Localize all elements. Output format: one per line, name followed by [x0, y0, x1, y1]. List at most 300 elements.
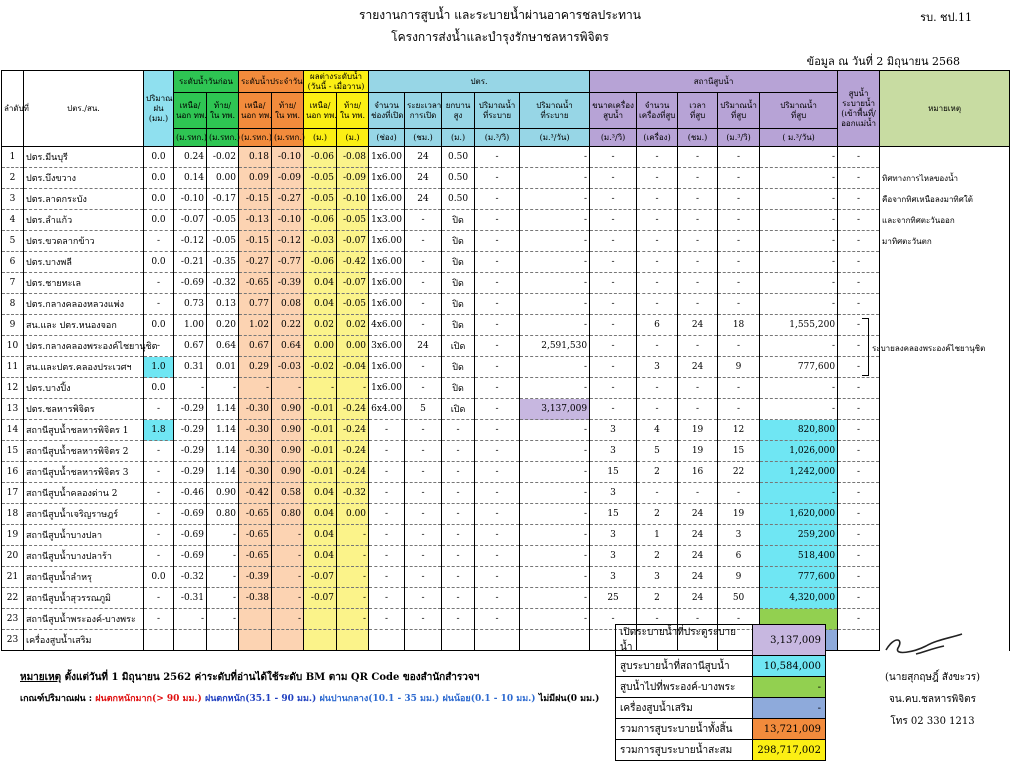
cell-vol: -	[520, 378, 590, 399]
cell-gates: -	[369, 546, 405, 567]
cell-wl-up	[174, 630, 207, 651]
summary-row	[616, 677, 826, 698]
summary-label: สูบน้ำไปที่พระองค์-บางพระ	[616, 677, 753, 698]
cell-hrs: -	[405, 567, 442, 588]
cell-flow: -	[475, 315, 520, 336]
cell-flow: -	[475, 483, 520, 504]
cell-hrs: -	[405, 609, 442, 630]
cell-wl-dn: 0.64	[207, 336, 239, 357]
cell-wl-up: -0.29	[174, 420, 207, 441]
cell-dr	[838, 630, 880, 651]
cell-ptime: 24	[678, 588, 718, 609]
cell-ptime: 24	[678, 546, 718, 567]
cell-gates: 6x4.00	[369, 399, 405, 420]
cell-psize: -	[590, 315, 637, 336]
cell-ptime: 19	[678, 441, 718, 462]
cell-psize: -	[590, 336, 637, 357]
cell-open: ปิด	[442, 231, 475, 252]
summary-label: เครื่องสูบน้ำเสริม	[616, 698, 753, 719]
cell-gates: 1x6.00	[369, 294, 405, 315]
unit-up-diff: (ม.)	[304, 129, 337, 147]
cell-wl-dn: 1.14	[207, 441, 239, 462]
summary-row	[616, 719, 826, 740]
cell-open: 0.50	[442, 189, 475, 210]
cell-gates: 1x6.00	[369, 189, 405, 210]
cell-d-dn: -0.03	[272, 357, 304, 378]
cell-wl-up: 0.73	[174, 294, 207, 315]
cell-no: 21	[2, 567, 24, 588]
cell-dr: -	[838, 525, 880, 546]
cell-pvol: -	[760, 483, 838, 504]
cell-wl-up: 0.14	[174, 168, 207, 189]
cell-df-dn: 0.00	[337, 336, 369, 357]
cell-note	[880, 588, 1010, 609]
form-code: รบ. ชป.11	[920, 11, 972, 24]
signer-phone: โทร 02 330 1213	[890, 716, 975, 727]
cell-flow: -	[475, 525, 520, 546]
cell-df-up: -0.01	[304, 462, 337, 483]
cell-hrs: -	[405, 588, 442, 609]
cell-gates: 1x6.00	[369, 147, 405, 168]
cell-dr: -	[838, 420, 880, 441]
signer-name: (นายสุกฤษฎิ์ สังขะวร)	[885, 672, 980, 683]
cell-df-dn: -0.07	[337, 273, 369, 294]
cell-df-dn: 0.00	[337, 504, 369, 525]
signature-image	[880, 628, 970, 664]
cell-flow: -	[475, 504, 520, 525]
cell-hrs: -	[405, 504, 442, 525]
cell-rain: -	[144, 273, 174, 294]
cell-hrs: -	[405, 231, 442, 252]
cell-name: สถานีสูบน้ำบางปลา	[24, 525, 144, 546]
cell-df-up: -0.01	[304, 399, 337, 420]
cell-psize: 3	[590, 420, 637, 441]
cell-pvol: -	[760, 189, 838, 210]
cell-pvol: -	[760, 399, 838, 420]
cell-d-dn: -	[272, 567, 304, 588]
summary-table	[615, 624, 826, 761]
signer-position: จน.คบ.ชลหารพิจิตร	[889, 694, 976, 705]
table-row	[2, 315, 1010, 336]
cell-no: 16	[2, 462, 24, 483]
cell-gates: 1x6.00	[369, 231, 405, 252]
cell-open: ปิด	[442, 273, 475, 294]
cell-gates: 1x6.00	[369, 168, 405, 189]
cell-note	[880, 483, 1010, 504]
cell-rain: 0.0	[144, 147, 174, 168]
cell-dr: -	[838, 441, 880, 462]
cell-hrs: 24	[405, 189, 442, 210]
table-row	[2, 546, 1010, 567]
cell-vol: -	[520, 609, 590, 630]
cell-no: 17	[2, 483, 24, 504]
col-regulator: ปตร.	[369, 71, 590, 93]
cell-pvol: -	[760, 378, 838, 399]
sub-dn-daily: ท้าย/ ใน ทพ.	[272, 93, 304, 129]
cell-flow: -	[475, 273, 520, 294]
cell-hrs: 5	[405, 399, 442, 420]
rain-heavy: ฝนตกหนักมาก(> 90 มม.)	[95, 694, 202, 704]
cell-gates: 1x6.00	[369, 378, 405, 399]
remark-text: ตั้งแต่วันที่ 1 มิถุนายน 2562 ค่าระดับที่อ่านได้ใช้ระดับ BM ตาม QR Code ของสำนักสำรวจฯ	[64, 672, 480, 683]
cell-ptime: -	[678, 273, 718, 294]
cell-no: 9	[2, 315, 24, 336]
cell-wl-up: -0.29	[174, 462, 207, 483]
table-row	[2, 357, 1010, 378]
cell-wl-dn: 0.80	[207, 504, 239, 525]
cell-wl-up: -0.29	[174, 399, 207, 420]
cell-rain: -	[144, 294, 174, 315]
cell-df-dn: -0.42	[337, 252, 369, 273]
water-report-table	[1, 70, 1010, 651]
cell-pnum: -	[637, 168, 678, 189]
cell-note	[880, 399, 1010, 420]
cell-hrs: -	[405, 441, 442, 462]
summary-label: รวมการสูบระบายน้ำสะสม	[616, 740, 753, 761]
cell-ptime: 24	[678, 567, 718, 588]
cell-gates: -	[369, 483, 405, 504]
cell-d-dn: 0.90	[272, 420, 304, 441]
cell-d-up: -0.65	[239, 273, 272, 294]
cell-wl-up: -0.12	[174, 231, 207, 252]
cell-wl-dn	[207, 630, 239, 651]
cell-vol	[520, 630, 590, 651]
table-row	[2, 609, 1010, 630]
cell-no: 14	[2, 420, 24, 441]
cell-hrs: -	[405, 252, 442, 273]
cell-flow: -	[475, 588, 520, 609]
cell-hrs: -	[405, 378, 442, 399]
cell-pnum: 2	[637, 588, 678, 609]
sub-pump-size: ขนาดเครื่อง สูบน้ำ	[590, 93, 637, 129]
table-row	[2, 294, 1010, 315]
cell-flow: -	[475, 609, 520, 630]
cell-d-up: 1.02	[239, 315, 272, 336]
cell-psize: -	[590, 357, 637, 378]
cell-psize: 3	[590, 567, 637, 588]
cell-note: คือจากทิศเหนือลงมาทิศใต้	[880, 189, 1010, 210]
cell-df-dn: -0.24	[337, 462, 369, 483]
cell-d-dn	[272, 630, 304, 651]
unit-up-daily: (ม.รทก.)	[239, 129, 272, 147]
cell-d-up: 0.29	[239, 357, 272, 378]
sub-open: ยกบาน สูง	[442, 93, 475, 129]
cell-d-dn: 0.58	[272, 483, 304, 504]
cell-gates: -	[369, 420, 405, 441]
cell-rain: -	[144, 588, 174, 609]
cell-pq: 18	[718, 315, 760, 336]
cell-d-up: -0.39	[239, 567, 272, 588]
cell-no: 23	[2, 609, 24, 630]
cell-d-dn: 0.08	[272, 294, 304, 315]
cell-vol: -	[520, 357, 590, 378]
unit-dn-daily: (ม.รทก.)	[272, 129, 304, 147]
cell-note	[880, 420, 1010, 441]
cell-df-dn: -	[337, 567, 369, 588]
cell-pq: -	[718, 273, 760, 294]
cell-d-dn: 0.22	[272, 315, 304, 336]
cell-no: 20	[2, 546, 24, 567]
cell-gates: 1x6.00	[369, 273, 405, 294]
cell-pvol: -	[760, 231, 838, 252]
cell-pq: -	[718, 378, 760, 399]
cell-open: -	[442, 462, 475, 483]
cell-dr: -	[838, 357, 880, 378]
cell-rain: 0.0	[144, 315, 174, 336]
rain-label: เกณฑ์ปริมาณฝน :	[20, 694, 93, 704]
cell-d-up: 0.67	[239, 336, 272, 357]
cell-df-dn: -	[337, 546, 369, 567]
table-row	[2, 231, 1010, 252]
cell-vol: -	[520, 525, 590, 546]
cell-rain: -	[144, 441, 174, 462]
cell-df-up: 0.04	[304, 483, 337, 504]
sub-hours: ระยะเวลา การเปิด	[405, 93, 442, 129]
cell-vol: -	[520, 189, 590, 210]
cell-ptime: -	[678, 147, 718, 168]
cell-name: สถานีสูบน้ำเจริญราษฎร์	[24, 504, 144, 525]
unit-pump-time: (ชม.)	[678, 129, 718, 147]
cell-pq: -	[718, 189, 760, 210]
unit-pump-count: (เครื่อง)	[637, 129, 678, 147]
cell-rain: 1.0	[144, 357, 174, 378]
cell-wl-up: -0.07	[174, 210, 207, 231]
cell-wl-up: -0.69	[174, 546, 207, 567]
cell-no: 12	[2, 378, 24, 399]
cell-flow: -	[475, 231, 520, 252]
cell-no: 2	[2, 168, 24, 189]
col-drain: สูบน้ำ ระบายน้ำ (เข้าพื้นที่/ ออกแม่น้ำ	[838, 71, 880, 147]
cell-pvol: 820,800	[760, 420, 838, 441]
col-wl-diff: ผลต่างระดับน้ำ (วันนี้ - เมื่อวาน)	[304, 71, 369, 93]
cell-pnum: -	[637, 609, 678, 630]
cell-hrs: -	[405, 210, 442, 231]
cell-wl-up: -0.32	[174, 567, 207, 588]
cell-pnum: 3	[637, 567, 678, 588]
summary-row	[616, 698, 826, 719]
cell-psize: 3	[590, 483, 637, 504]
cell-no: 23	[2, 630, 24, 651]
table-row	[2, 420, 1010, 441]
unit-pump-rate: (ม.³/วิ)	[718, 129, 760, 147]
cell-name: ปตร.ขวดลากข้าว	[24, 231, 144, 252]
summary-label: รวมการสูบระบายน้ำทั้งสิ้น	[616, 719, 753, 740]
summary-row	[616, 625, 826, 656]
cell-df-up	[304, 609, 337, 630]
cell-dr: -	[838, 567, 880, 588]
cell-d-dn: 0.80	[272, 504, 304, 525]
cell-df-up: 0.04	[304, 273, 337, 294]
cell-psize: 15	[590, 504, 637, 525]
cell-flow: -	[475, 399, 520, 420]
cell-d-up	[239, 630, 272, 651]
cell-dr: -	[838, 315, 880, 336]
cell-rain: -	[144, 462, 174, 483]
cell-open: -	[442, 483, 475, 504]
cell-df-up: -0.02	[304, 357, 337, 378]
cell-vol: -	[520, 147, 590, 168]
cell-df-up: 0.04	[304, 525, 337, 546]
cell-psize: -	[590, 273, 637, 294]
cell-no: 4	[2, 210, 24, 231]
cell-hrs: -	[405, 420, 442, 441]
cell-wl-dn: 0.13	[207, 294, 239, 315]
cell-pvol: -	[760, 294, 838, 315]
unit-pump-volume: ( ม.³/วัน)	[760, 129, 838, 147]
cell-gates	[369, 630, 405, 651]
cell-df-dn: -0.04	[337, 357, 369, 378]
cell-name: เครื่องสูบน้ำเสริม	[24, 630, 144, 651]
cell-open: ปิด	[442, 210, 475, 231]
cell-pq: -	[718, 168, 760, 189]
cell-ptime: -	[678, 609, 718, 630]
cell-dr: -	[838, 546, 880, 567]
table-row	[2, 567, 1010, 588]
sub-up-prev: เหนือ/ นอก ทพ.	[174, 93, 207, 129]
cell-pnum: -	[637, 231, 678, 252]
sub-dn-prev: ท้าย/ ใน ทพ.	[207, 93, 239, 129]
cell-rain	[144, 630, 174, 651]
sub-up-daily: เหนือ/ นอก ทพ.	[239, 93, 272, 129]
cell-d-dn: -0.27	[272, 189, 304, 210]
cell-wl-dn: -	[207, 588, 239, 609]
cell-hrs: -	[405, 462, 442, 483]
cell-wl-dn: 1.14	[207, 462, 239, 483]
cell-d-up: -0.27	[239, 252, 272, 273]
cell-hrs	[405, 630, 442, 651]
cell-pnum: 5	[637, 441, 678, 462]
cell-df-up: -0.07	[304, 567, 337, 588]
cell-pq: -	[718, 147, 760, 168]
cell-hrs: -	[405, 273, 442, 294]
cell-pq: -	[718, 210, 760, 231]
cell-wl-dn: 0.20	[207, 315, 239, 336]
cell-open: -	[442, 420, 475, 441]
cell-vol: -	[520, 441, 590, 462]
cell-flow: -	[475, 378, 520, 399]
cell-ptime: -	[678, 378, 718, 399]
cell-note	[880, 504, 1010, 525]
summary-row	[616, 740, 826, 761]
summary-label: เปิดระบายน้ำที่ประตูระบายน้ำ	[616, 625, 753, 656]
project-title: โครงการส่งน้ำและบำรุงรักษาชลหารพิจิตร	[391, 30, 609, 44]
cell-flow	[475, 630, 520, 651]
cell-psize: 3	[590, 525, 637, 546]
cell-wl-dn: -0.02	[207, 147, 239, 168]
cell-d-up: -0.65	[239, 525, 272, 546]
cell-wl-dn: 1.14	[207, 420, 239, 441]
cell-wl-up: 1.00	[174, 315, 207, 336]
cell-hrs: 24	[405, 336, 442, 357]
table-row	[2, 147, 1010, 168]
cell-psize: -	[590, 189, 637, 210]
cell-df-dn: 0.02	[337, 315, 369, 336]
cell-hrs: -	[405, 315, 442, 336]
table-row	[2, 462, 1010, 483]
cell-gates: -	[369, 462, 405, 483]
cell-flow: -	[475, 294, 520, 315]
cell-vol: -	[520, 294, 590, 315]
cell-df-up: -	[304, 378, 337, 399]
cell-pvol: 4,320,000	[760, 588, 838, 609]
cell-rain: -	[144, 336, 174, 357]
cell-wl-up: 0.31	[174, 357, 207, 378]
table-row	[2, 588, 1010, 609]
cell-note	[880, 273, 1010, 294]
col-note: หมายเหตุ	[880, 71, 1010, 147]
cell-name: สน.และ ปตร.หนองจอก	[24, 315, 144, 336]
cell-wl-dn: -0.32	[207, 273, 239, 294]
cell-pnum: -	[637, 378, 678, 399]
cell-dr: -	[838, 273, 880, 294]
cell-ptime: -	[678, 294, 718, 315]
cell-flow: -	[475, 189, 520, 210]
cell-wl-dn: -	[207, 378, 239, 399]
cell-gates: -	[369, 525, 405, 546]
cell-wl-up: -0.69	[174, 273, 207, 294]
cell-df-up: -0.06	[304, 210, 337, 231]
cell-d-dn: -	[272, 546, 304, 567]
cell-name: ปตร.มีนบุรี	[24, 147, 144, 168]
table-row	[2, 252, 1010, 273]
sub-dn-diff: ท้าย/ ใน ทพ.	[337, 93, 369, 129]
cell-psize: -	[590, 378, 637, 399]
cell-dr: -	[838, 504, 880, 525]
cell-df-dn: -0.05	[337, 210, 369, 231]
cell-pnum: 4	[637, 420, 678, 441]
cell-note	[880, 294, 1010, 315]
cell-d-dn: -	[272, 588, 304, 609]
cell-gates: -	[369, 441, 405, 462]
cell-ptime: 24	[678, 525, 718, 546]
cell-df-dn: -0.08	[337, 147, 369, 168]
table-row	[2, 273, 1010, 294]
cell-pnum: 2	[637, 546, 678, 567]
cell-df-up	[304, 630, 337, 651]
cell-pq: -	[718, 609, 760, 630]
cell-pnum: -	[637, 147, 678, 168]
cell-flow: -	[475, 252, 520, 273]
cell-gates: 1x6.00	[369, 357, 405, 378]
cell-hrs: -	[405, 483, 442, 504]
cell-psize: -	[590, 168, 637, 189]
unit-hours: (ชม.)	[405, 129, 442, 147]
cell-note	[880, 525, 1010, 546]
cell-pvol: 777,600	[760, 357, 838, 378]
unit-dn-prev: (ม.รทก.)	[207, 129, 239, 147]
cell-pnum: -	[637, 252, 678, 273]
cell-note	[880, 147, 1010, 168]
cell-wl-up: -0.69	[174, 504, 207, 525]
cell-vol: -	[520, 588, 590, 609]
cell-pq: -	[718, 231, 760, 252]
summary-row	[616, 656, 826, 677]
cell-dr: -	[838, 252, 880, 273]
cell-note	[880, 252, 1010, 273]
date-line: ข้อมูล ณ วันที่ 2 มิถุนายน 2568	[806, 55, 960, 68]
cell-rain: 0.0	[144, 567, 174, 588]
cell-note	[880, 609, 1010, 630]
cell-pq: 15	[718, 441, 760, 462]
cell-psize: 15	[590, 462, 637, 483]
cell-open: เปิด	[442, 336, 475, 357]
rain-mid: ฝนตกหนัก(35.1 - 90 มม.)	[204, 694, 317, 704]
rain-little: ฝนน้อย(0.1 - 10 มม.)	[442, 694, 536, 704]
cell-df-up: 0.04	[304, 504, 337, 525]
cell-dr: -	[838, 378, 880, 399]
cell-pnum: -	[637, 294, 678, 315]
cell-pq: 6	[718, 546, 760, 567]
